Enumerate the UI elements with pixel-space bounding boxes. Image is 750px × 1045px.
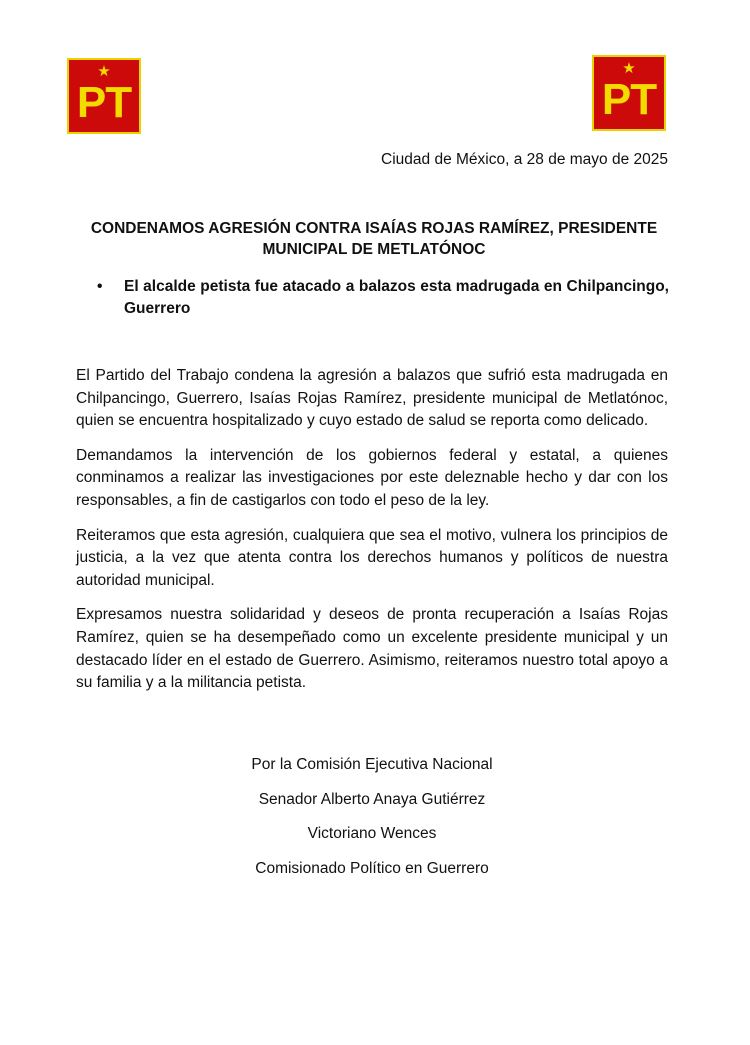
paragraph-2: Demandamos la intervención de los gobiernos federal y estatal, a quienes conminamos a realizar las investigaciones por este deleznable hecho y dar con los responsables, a fin de castigarlos con todo el peso de la ley. <box>76 446 668 509</box>
summary-bullet <box>97 276 669 320</box>
paragraph-1: El Partido del Trabajo condena la agresión a balazos que sufrió esta madrugada en Chilpancingo, Guerrero, Isaías Rojas Ramírez, presidente municipal de Metlatónoc, quien se encuentra hospitalizado y cuyo estado de salud se reporta como delicado. <box>76 367 668 430</box>
signature-line-1: Por la Comisión Ejecutiva Nacional <box>251 756 493 773</box>
signature-line-2: Senador Alberto Anaya Gutiérrez <box>258 790 486 808</box>
pt-logo-letters: PT <box>76 78 132 127</box>
document-date: Ciudad de México, a 28 de mayo de 2025 <box>381 151 668 168</box>
headline <box>76 218 672 260</box>
star-icon: ★ <box>97 63 111 80</box>
headline-line-1: CONDENAMOS AGRESIÓN CONTRA ISAÍAS ROJAS RAMÍREZ, PRESIDENTE <box>90 220 658 237</box>
pt-logo-left <box>67 58 141 134</box>
star-icon: ★ <box>622 60 636 77</box>
signature-line-3: Victoriano Wences <box>307 825 437 842</box>
summary-bullet-text: El alcalde petista fue atacado a balazos esta madrugada en Chilpancingo, Guerrero <box>124 278 669 317</box>
paragraph-4: Expresamos nuestra solidaridad y deseos de pronta recuperación a Isaías Rojas Ramírez, quien se ha desempeñado como un excelente presidente municipal y un destacado líder en el estado de Guerrero. Asimismo, reiteramos nuestro total apoyo a su familia y a la militancia petista. <box>76 606 668 692</box>
bullet-icon: • <box>97 278 103 295</box>
body-text <box>76 365 668 707</box>
pt-logo-letters: PT <box>601 75 657 124</box>
paragraph-3: Reiteramos que esta agresión, cualquiera que sea el motivo, vulnera los principios de justicia, a la vez que atenta contra los derechos humanos y políticos de nuestra autoridad municipal. <box>76 526 668 589</box>
signature-line-4: Comisionado Político en Guerrero <box>255 859 489 877</box>
headline-line-2: MUNICIPAL DE METLATÓNOC <box>262 241 486 258</box>
signature-block <box>76 754 668 892</box>
pt-logo-right <box>592 55 666 131</box>
